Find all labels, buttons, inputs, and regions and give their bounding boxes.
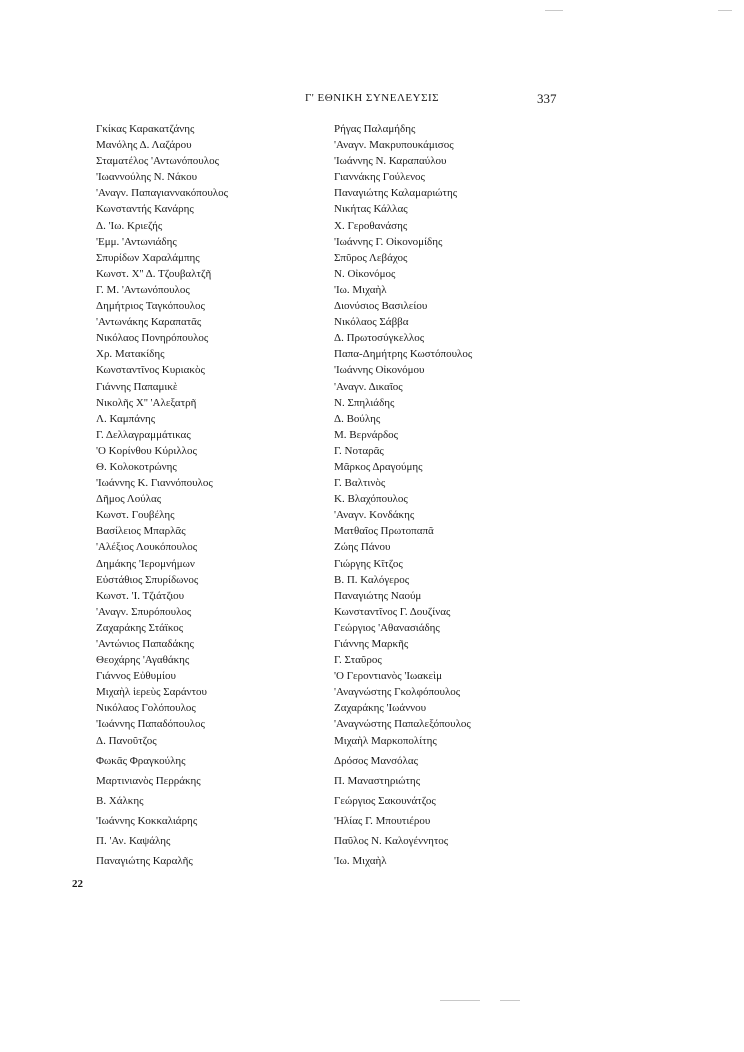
signatory-name: Κωνστ. Χ'' Δ. Τζουβαλτζῆ [96,267,212,280]
signatory-name: 'Ιωάννης Ν. Καραπαύλου [334,155,447,168]
scan-edge-mark [545,10,563,11]
signatory-name: Γιάννης Παπαμικὲ [96,380,178,393]
signatory-name: Μιχαὴλ ἱερεὺς Σαράντου [96,686,207,699]
signatory-name: 'Ιωάννης Οἰκονόμου [334,364,425,377]
signatory-name: 'Ιωάννης Γ. Οἰκονομίδης [334,235,443,248]
signatory-name: 'Ηλίας Γ. Μπουτιέρου [334,814,431,827]
signatory-name: Μανόλης Δ. Λαζάρου [96,139,192,152]
signatory-name: Σπῦρος Λεβάχος [334,251,408,264]
signatory-name: Κωνσταντῖνος Γ. Δουζίνας [334,605,451,618]
signatory-name: Παναγιώτης Καλαμαριώτης [334,187,458,200]
signatory-name: 'Εμμ. 'Αντωνιάδης [96,235,177,248]
signatory-name: Δημάκης 'Ιερομνήμων [96,557,195,570]
signatory-name: Ζώης Πάνου [334,541,391,554]
signatory-name: Κωνστ. Γουβέλης [96,509,175,522]
signatory-name: Μ. Βερνάρδος [334,428,398,441]
signatory-name: Χρ. Ματακίδης [96,348,165,361]
signatory-name: 'Ο Γεροντιανὸς 'Ιωακεὶμ [334,670,443,683]
signatory-name: Εὐστάθιος Σπυρίδωνος [96,573,199,586]
signatory-name: Γιάννος Εὐθυμίου [96,670,176,683]
signatory-name: 'Ιωάννης Κοκκαλιάρης [96,814,198,827]
signatory-name: Β. Χάλκης [96,794,144,807]
signatory-name: Φωκᾶς Φραγκούλης [96,754,186,767]
signature-number: 22 [72,878,83,890]
signatory-name: 'Αναγν. Μακρυπουκάμισος [334,139,454,152]
signatory-name: Γιώργης Κῖτζος [334,557,403,570]
scan-edge-mark [440,1000,480,1001]
signatory-name: Μᾶρκος Δραγούμης [334,460,423,473]
page-number: 337 [537,91,557,106]
signatory-name: Ματθαῖος Πρωτοπαπᾶ [334,525,434,538]
signatory-name: Βασίλειος Μπαρλᾶς [96,525,186,538]
signatory-name: Παῦλος Ν. Καλογέννητος [334,835,449,848]
signatory-name: Δρόσος Μανσόλας [334,754,418,767]
signatory-name: Γ. Βαλτινὸς [334,477,386,490]
signatory-name: 'Αντωνάκης Καραπατᾶς [96,316,202,329]
signatory-name: Κωνσταντής Κανάρης [96,203,194,216]
left-name-column [96,122,336,870]
signatory-name: Β. Π. Καλόγερος [334,573,410,586]
signatory-name: Ν. Σπηλιάδης [334,396,395,409]
signatory-name: Δημήτριος Ταγκόπουλος [96,300,205,313]
signatory-name: Θεοχάρης 'Αγαθάκης [96,654,190,667]
signatory-name: Δ. Βούλης [334,412,381,425]
signatory-name: Π. 'Αν. Καψάλης [96,835,171,848]
signatory-name: Γεώργιος 'Αθανασιάδης [334,621,440,634]
signatory-name: Γ. Νοταρᾶς [334,444,384,457]
signatory-name: 'Αναγν. Δικαῖος [334,380,403,393]
signatory-name: 'Ιωάννης Κ. Γιαννόπουλος [96,477,213,490]
signatory-name: Δῆμος Λούλας [96,493,162,506]
signatory-name: Π. Μαναστηριώτης [334,774,421,787]
signatory-name: 'Αλέξιος Λουκόπουλος [96,541,198,554]
signatory-name: Μαρτινιανὸς Περράκης [96,774,201,787]
signatory-name: Νικόλαος Γολόπουλος [96,702,196,715]
scan-edge-mark [718,10,732,11]
signatory-name: 'Ιω. Μιχαὴλ [334,855,387,868]
signatory-name: Κωνστ. 'Ι. Τζιάτζιου [96,589,185,602]
signatory-name: Διονύσιος Βασιλείου [334,300,428,313]
signatory-name: Γ. Δελλαγραμμάτικας [96,428,191,441]
signatory-name: Γ. Μ. 'Αντωνόπουλος [96,283,190,296]
signatory-name: Ρήγας Παλαμήδης [334,123,416,135]
signatory-name: Δ. 'Ιω. Κριεζής [96,219,163,232]
signatory-name: Παναγιώτης Καραλῆς [96,855,193,868]
signatory-name: Παναγιώτης Ναούμ [334,589,422,602]
signatory-name: 'Ο Κορίνθου Κύριλλος [96,444,197,457]
signatory-name: 'Ιω. Μιχαὴλ [334,283,387,296]
running-header-title: Γ' ΕΘΝΙΚΗ ΣΥΝΕΛΕΥΣΙΣ [304,92,440,104]
signatory-name: Γιάννης Μαρκῆς [334,638,409,650]
signatory-name: Νικόλαος Πονηρόπουλος [96,332,209,345]
signatory-name: 'Ιωάννης Παπαδόπουλος [96,718,205,731]
signatory-name: Γιαννάκης Γούλενος [334,171,425,184]
signatory-name: 'Αναγν. Παπαγιαννακόπουλος [96,187,228,200]
signatory-name: Δ. Πανοῦτζος [96,734,157,747]
signatory-name: 'Αναγν. Κονδάκης [334,509,415,522]
signatory-name: Λ. Καμπάνης [96,412,156,425]
signatory-name: Παπα-Δημήτρης Κωστόπουλος [334,348,473,361]
right-name-column [334,122,594,870]
signatory-name: Κ. Βλαχόπουλος [334,493,408,506]
signatory-name: Μιχαὴλ Μαρκοπολίτης [334,734,437,747]
signatory-name: Κωνσταντῖνος Κυριακὸς [96,364,205,377]
signatory-name: Δ. Πρωτοσύγκελλος [334,332,425,345]
signatory-name: Θ. Κολοκοτρώνης [96,460,177,473]
signatory-name: Γεώργιος Σακουνάτζος [334,794,436,807]
scan-edge-mark [500,1000,520,1001]
signatory-name: Γκίκας Καρακατζάνης [96,123,195,135]
signatory-name: Ν. Οἰκονόμος [334,267,396,280]
signatory-name: Χ. Γεροθανάσης [334,219,408,232]
signatory-name: Γ. Σταῦρος [334,654,382,667]
signatory-name: 'Αντώνιος Παπαδάκης [96,638,194,650]
signatory-name: 'Αναγνώστης Γκολφόπουλος [334,686,461,699]
signatory-name: Ζαχαράκης 'Ιωάννου [334,702,427,715]
signatory-name: Ζαχαράκης Στάϊκος [96,621,184,634]
signatory-name: Σπυρίδων Χαραλάμπης [96,251,200,264]
signatory-name: 'Ιωαννούλης Ν. Νάκου [96,171,198,184]
signatory-name: Νικήτας Κάλλας [334,203,408,216]
signatory-name: Σταματέλος 'Αντωνόπουλος [96,155,219,168]
signatory-name: 'Αναγν. Σπυρόπουλος [96,605,192,618]
signatory-name: Νικολῆς Χ'' 'Αλεξατρῆ [96,396,197,409]
signatory-name: 'Αναγνώστης Παπαλεξόπουλος [334,718,471,731]
signatory-name: Νικόλαος Σάββα [334,316,409,329]
